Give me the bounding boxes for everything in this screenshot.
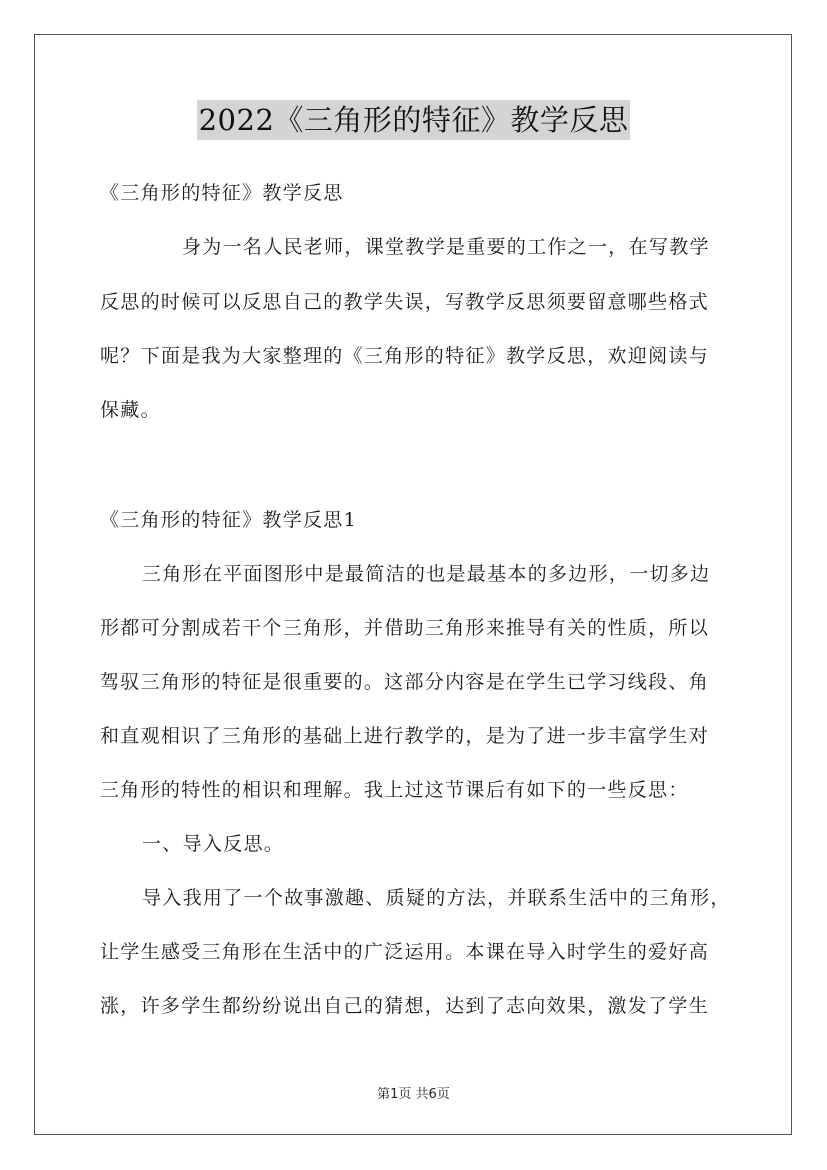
subsection-heading: 一、导入反思。 bbox=[142, 833, 285, 855]
section-line-3: 驾驭三角形的特征是很重要的。这部分内容是在学生已学习线段、角 bbox=[100, 671, 710, 693]
document-subtitle: 《三角形的特征》教学反思 bbox=[100, 182, 344, 204]
section-line-4: 和直观相识了三角形的基础上进行教学的，是为了进一步丰富学生对 bbox=[100, 725, 710, 747]
subsection-line-1: 导入我用了一个故事激趣、质疑的方法，并联系生活中的三角形， bbox=[142, 887, 731, 909]
subsection-line-2: 让学生感受三角形在生活中的广泛运用。本课在导入时学生的爱好高 bbox=[100, 941, 710, 963]
section-line-2: 形都可分割成若干个三角形，并借助三角形来推导有关的性质，所以 bbox=[100, 617, 710, 639]
section-line-1: 三角形在平面图形中是最简洁的也是最基本的多边形，一切多边 bbox=[142, 563, 711, 585]
subsection-line-3: 涨，许多学生都纷纷说出自己的猜想，达到了志向效果，激发了学生 bbox=[100, 995, 710, 1017]
intro-line-2: 反思的时候可以反思自己的教学失误，写教学反思须要留意哪些格式 bbox=[100, 291, 710, 313]
section-heading: 《三角形的特征》教学反思1 bbox=[100, 509, 357, 531]
document-title: 2022《三角形的特征》教学反思 bbox=[197, 100, 631, 140]
intro-line-4: 保藏。 bbox=[100, 399, 161, 421]
page-footer: 第1页 共6页 bbox=[377, 1087, 450, 1102]
intro-line-1: 身为一名人民老师，课堂教学是重要的工作之一，在写教学 bbox=[182, 236, 710, 258]
section-line-5: 三角形的特性的相识和理解。我上过这节课后有如下的一些反思： bbox=[100, 779, 689, 801]
intro-line-3: 呢？下面是我为大家整理的《三角形的特征》教学反思，欢迎阅读与 bbox=[100, 345, 710, 367]
title-container bbox=[0, 100, 827, 140]
